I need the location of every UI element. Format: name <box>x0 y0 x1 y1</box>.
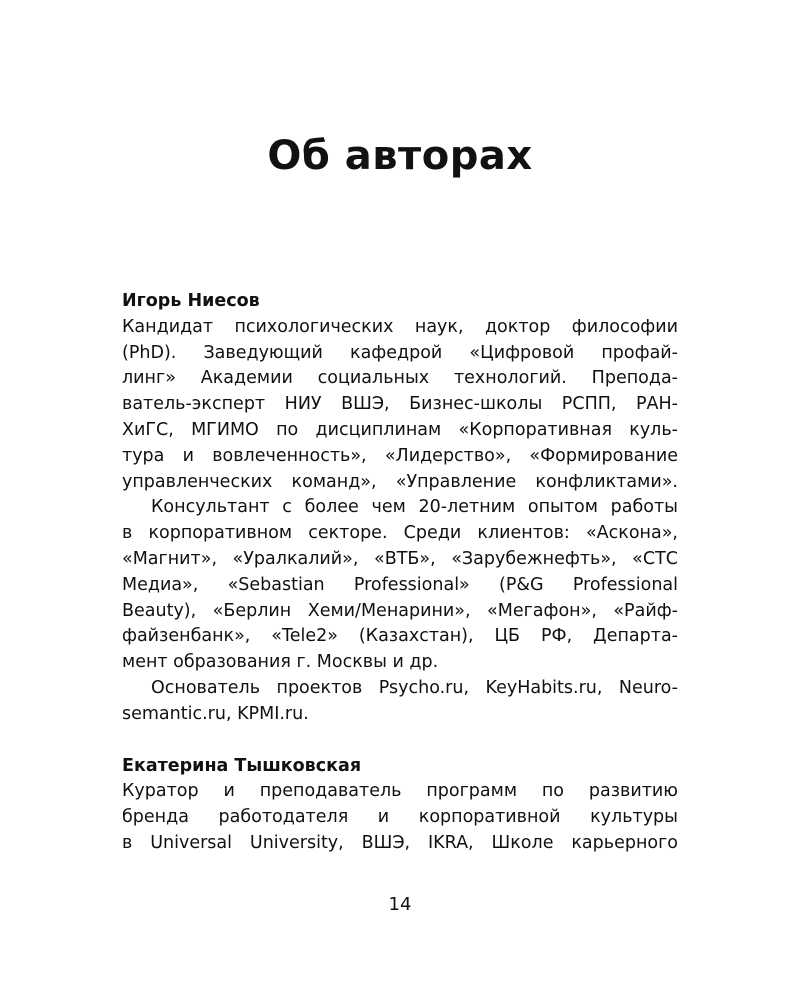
author-name-tyshkovskaya: Екатерина Тышковская <box>122 755 362 776</box>
text-line: в Universal University, ВШЭ, IKRA, Школе карьерного <box>122 832 678 853</box>
author-bio-niesov <box>122 315 678 496</box>
text-line: semantic.ru, KPMI.ru. <box>122 703 309 724</box>
author-consulting-niesov <box>122 495 678 676</box>
author-bio-tyshkovskaya <box>122 779 678 856</box>
text-line: мент образования г. Москвы и др. <box>122 652 439 673</box>
text-line: (PhD). Заведующий кафедрой «Цифровой профай- <box>122 342 678 363</box>
text-line: линг» Академии социальных технологий. Препода- <box>122 368 678 389</box>
text-line: управленческих команд», «Управление конфликтами». <box>122 471 678 492</box>
text-line: бренда работодателя и корпоративной культуры <box>122 807 678 828</box>
page-title: Об авторах <box>267 133 533 179</box>
text-line: тура и вовлеченность», «Лидерство», «Формирование <box>122 445 678 466</box>
text-line: Кандидат психологических наук, доктор философии <box>122 316 678 337</box>
text-line: Основатель проектов Psycho.ru, KeyHabits.ru, Neuro- <box>151 677 678 698</box>
text-line: Консультант с более чем 20-летним опытом работы <box>151 497 678 518</box>
page-number: 14 <box>388 894 412 915</box>
text-line: файзенбанк», «Tele2» (Казахстан), ЦБ РФ, Департа- <box>122 626 678 647</box>
author-founder-niesov <box>122 676 678 728</box>
text-line: ватель-эксперт НИУ ВШЭ, Бизнес-школы РСПП, РАН- <box>122 394 678 415</box>
authors-content <box>122 289 678 857</box>
text-line: «Магнит», «Уралкалий», «ВТБ», «Зарубежнефть», «СТС <box>122 548 678 569</box>
section-spacer <box>122 728 678 754</box>
text-line: в корпоративном секторе. Среди клиентов: «Аскона», <box>122 523 678 544</box>
author-name-niesov: Игорь Ниесов <box>122 291 260 311</box>
text-line: Куратор и преподаватель программ по развитию <box>122 781 678 802</box>
text-line: Медиа», «Sebastian Professional» (P&G Professional <box>122 574 678 595</box>
text-line: Beauty), «Берлин Хеми/Менарини», «Мегафон», «Райф- <box>122 600 678 621</box>
text-line: ХиГС, МГИМО по дисциплинам «Корпоративная куль- <box>122 419 678 440</box>
